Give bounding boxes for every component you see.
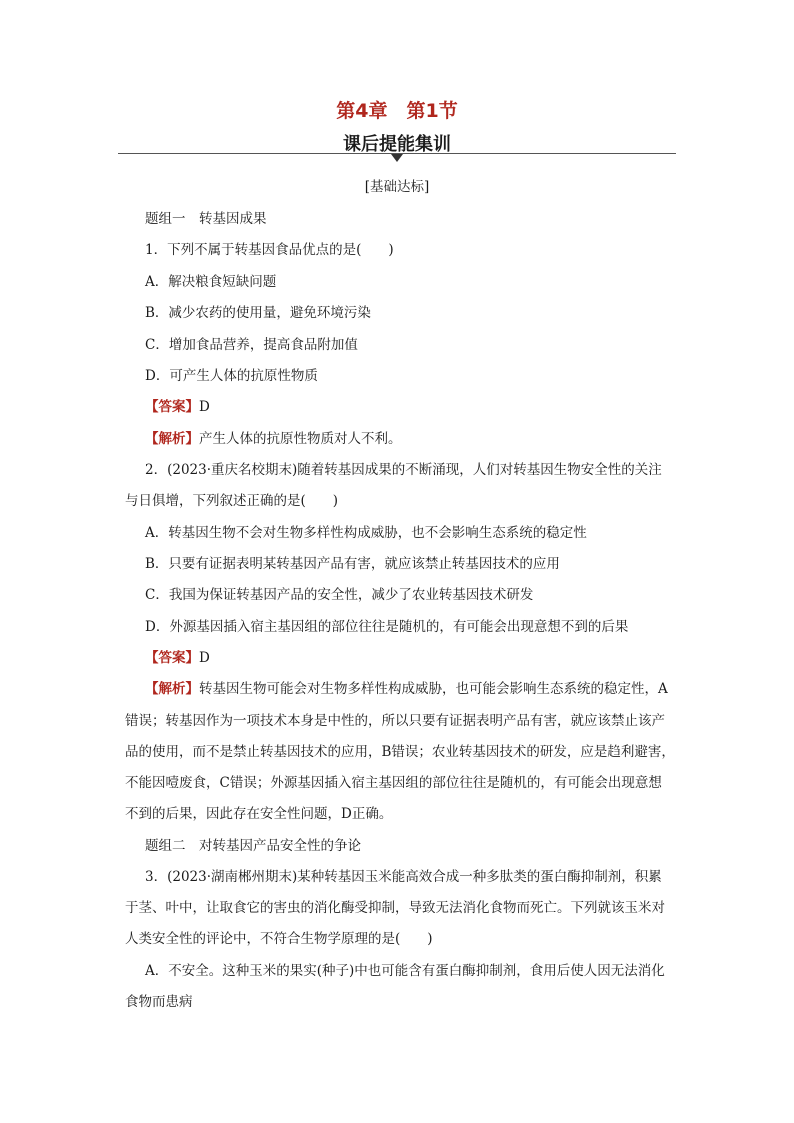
q2-option-a: A．转基因生物不会对生物多样性构成威胁，也不会影响生态系统的稳定性 xyxy=(145,525,587,541)
q1-analysis xyxy=(145,430,402,448)
triangle-marker-icon xyxy=(391,154,403,162)
q1-stem: 1．下列不属于转基因食品优点的是( ) xyxy=(145,242,394,258)
q3-option-a-line: 食物而患病 xyxy=(125,994,193,1010)
q1-answer xyxy=(145,398,210,416)
q3-option-a-line: A．不安全。这种玉米的果实(种子)中也可能含有蛋白酶抑制剂，食用后使人因无法消化 xyxy=(145,963,665,979)
q2-option-c: C．我国为保证转基因产品的安全性，减少了农业转基因技术研发 xyxy=(145,587,534,603)
q3-stem-line: 于茎、叶中，让取食它的害虫的消化酶受抑制，导致无法消化食物而死亡。下列就该玉米对 xyxy=(125,900,665,916)
q1-option-c: C．增加食品营养，提高食品附加值 xyxy=(145,337,358,353)
group-title: 题组一 转基因成果 xyxy=(145,211,267,227)
q2-option-d: D．外源基因插入宿主基因组的部位往往是随机的，有可能会出现意想不到的后果 xyxy=(145,619,629,635)
chapter-title: 第4章 第1节 xyxy=(336,100,458,122)
q2-analysis-line: 错误；转基因作为一项技术本身是中性的，所以只要有证据表明产品有害，就应该禁止该产 xyxy=(125,713,665,729)
q2-stem-line: 2．(2023·重庆名校期末)随着转基因成果的不断涌现，人们对转基因生物安全性的关注 xyxy=(145,462,662,478)
analysis-text: 产生人体的抗原性物质对人不利。 xyxy=(199,431,402,447)
q3-stem-line: 人类安全性的评论中，不符合生物学原理的是( ) xyxy=(125,931,433,947)
q1-option-d: D．可产生人体的抗原性物质 xyxy=(145,368,318,384)
answer-value: D xyxy=(199,650,210,666)
analysis-tag: 【解析】 xyxy=(145,431,199,447)
q2-analysis-line: 不到的后果，因此存在安全性问题，D正确。 xyxy=(125,806,393,822)
section-title: 课后提能集训 xyxy=(343,134,451,155)
analysis-tag: 【解析】 xyxy=(145,681,199,697)
q1-option-a: A．解决粮食短缺问题 xyxy=(145,274,277,290)
q2-answer xyxy=(145,649,210,667)
answer-value: D xyxy=(199,399,210,415)
q2-analysis-line: 不能因噎废食，C错误；外源基因插入宿主基因组的部位往往是随机的，有可能会出现意想 xyxy=(125,775,662,791)
q2-analysis-line: 品的使用，而不是禁止转基因技术的应用，B错误；农业转基因技术的研发，应是趋利避害， xyxy=(125,744,675,760)
q3-stem-line: 3．(2023·湖南郴州期末)某种转基因玉米能高效合成一种多肽类的蛋白酶抑制剂，积累 xyxy=(145,869,662,885)
answer-tag: 【答案】 xyxy=(145,650,199,666)
subsection-label: [基础达标] xyxy=(364,179,430,195)
q1-option-b: B．减少农药的使用量，避免环境污染 xyxy=(145,305,371,321)
q2-stem-line: 与日俱增，下列叙述正确的是( ) xyxy=(125,493,339,509)
q2-analysis-line xyxy=(145,680,668,698)
group-title: 题组二 对转基因产品安全性的争论 xyxy=(145,838,361,854)
answer-tag: 【答案】 xyxy=(145,399,199,415)
analysis-text: 转基因生物可能会对生物多样性构成威胁，也可能会影响生态系统的稳定性，A xyxy=(199,681,668,697)
q2-option-b: B．只要有证据表明某转基因产品有害，就应该禁止转基因技术的应用 xyxy=(145,556,560,572)
